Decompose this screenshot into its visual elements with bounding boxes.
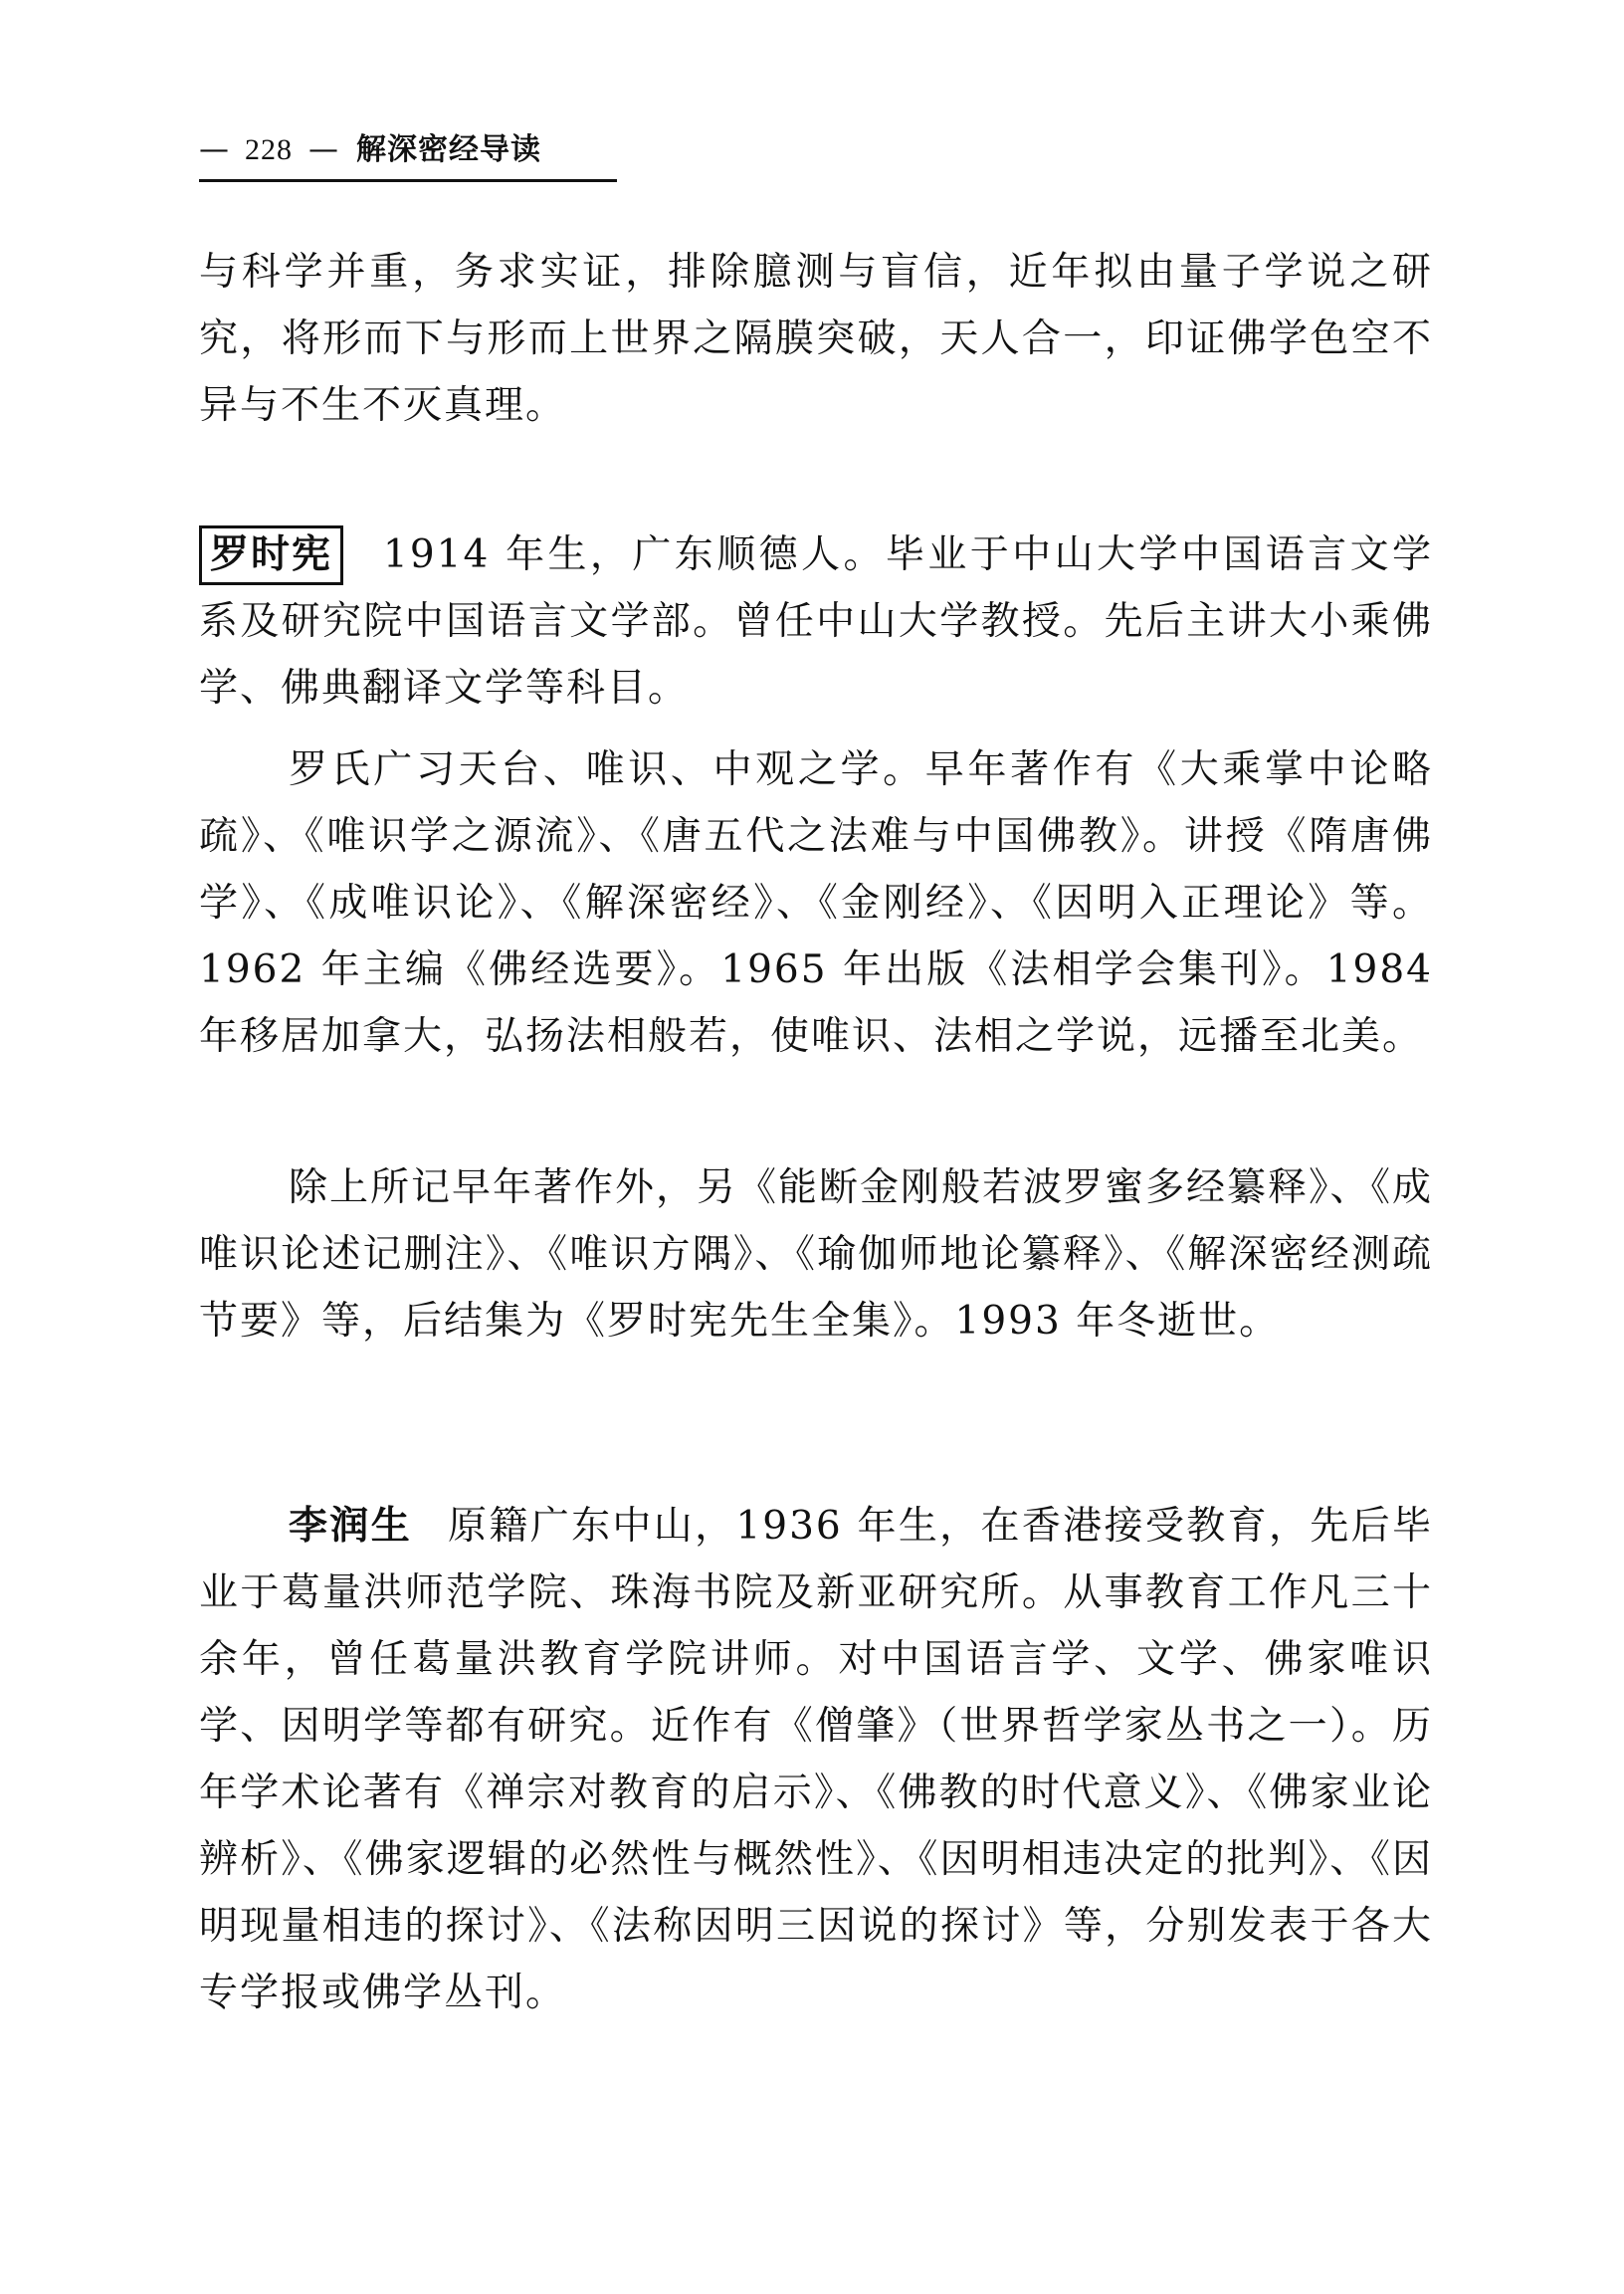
entry-luo-intro — [199, 521, 1433, 722]
entry-luo-text: 1914 年生，广东顺德人。毕业于中山大学中国语言文学系及研究院中国语言文学部。曾任中山大学教授。先后主讲大小乘佛学、佛典翻译文学等科目。 — [199, 532, 1433, 711]
entry-li-intro — [199, 1493, 1433, 2026]
header-dash-right: — — [308, 132, 338, 167]
entry-name-li-runsheng: 李润生 — [289, 1504, 413, 1549]
page-number: 228 — [245, 133, 293, 166]
paragraph-continuation: 与科学并重，务求实证，排除臆测与盲信，近年拟由量子学说之研究，将形而下与形而上世界之隔膜突破，天人合一，印证佛学色空不异与不生不灭真理。 — [199, 250, 1433, 428]
header-dash-left: — — [199, 132, 229, 167]
entry-li-text: 原籍广东中山，1936 年生，在香港接受教育，先后毕业于葛量洪师范学院、珠海书院及新亚研究所。从事教育工作凡三十余年，曾任葛量洪教育学院讲师。对中国语言学、文学、佛家唯识学、因明学等都有研究。近作有《僧肇》（世界哲学家丛书之一）。历年学术论著有《禅宗对教育的启示》、《佛教的时代意义》、《佛家业论辨析》、《佛家逻辑的必然性与概然性》、《因明相违决定的批判》、《因明现量相违的探讨》、《法称因明三因说的探讨》等，分别发表于各大专学报或佛学丛刊。 — [199, 1504, 1433, 2015]
entry-name-luo-shixian: 罗时宪 — [199, 525, 343, 585]
book-title: 解深密经导读 — [356, 132, 541, 167]
entry-luo-works: 罗氏广习天台、唯识、中观之学。早年著作有《大乘掌中论略疏》、《唯识学之源流》、《唐五代之法难与中国佛教》。讲授《隋唐佛学》、《成唯识论》、《解深密经》、《金刚经》、《因明入正理论》等。1962 年主编《佛经选要》。1965 年出版《法相学会集刊》。1984 年移居加拿大，弘扬法相般若，使唯识、法相之学说，远播至北美。 — [199, 747, 1433, 1059]
page-header — [199, 127, 617, 182]
entry-luo-later-works: 除上所记早年著作外，另《能断金刚般若波罗蜜多经纂释》、《成唯识论述记删注》、《唯识方隅》、《瑜伽师地论纂释》、《解深密经测疏节要》等，后结集为《罗时宪先生全集》。1993 年冬逝世。 — [199, 1165, 1434, 1344]
